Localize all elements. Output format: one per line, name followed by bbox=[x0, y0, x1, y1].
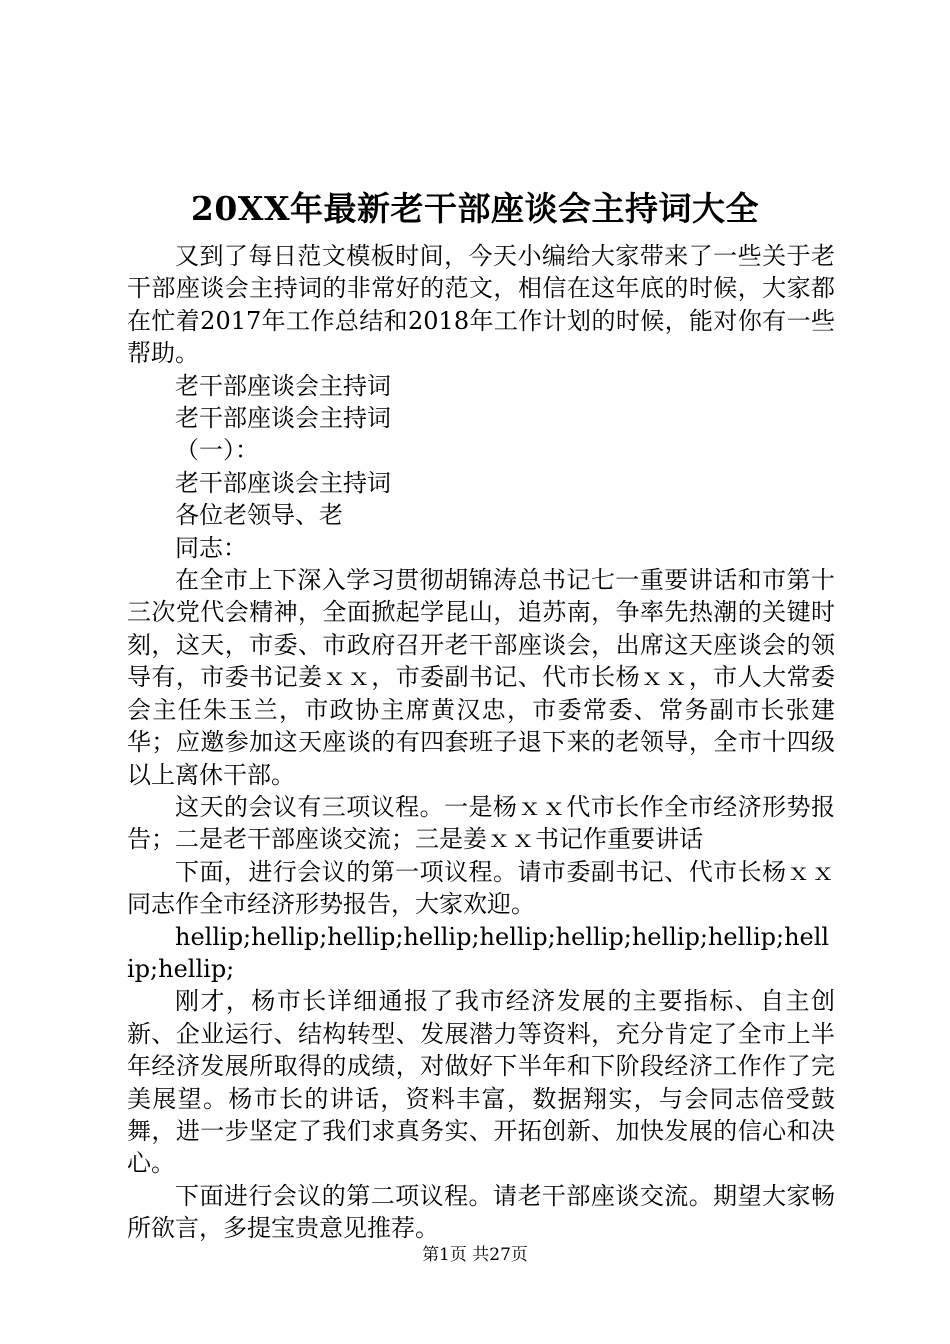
paragraph-section-number: （一）： bbox=[175, 436, 259, 465]
paragraph-salutation-2: 同志： bbox=[175, 533, 247, 562]
document-body bbox=[127, 240, 835, 1245]
page-footer: 第1页 共27页 bbox=[422, 1245, 528, 1265]
paragraph-agenda: 这天的会议有三项议程。一是杨ｘｘ代市长作全市经济形势报告；二是老干部座谈交流；三是姜ｘｘ书记作重要讲话 bbox=[127, 792, 835, 854]
paragraph-first-item: 下面，进行会议的第一项议程。请市委副书记、代市长杨ｘｘ同志作全市经济形势报告，大家欢迎。 bbox=[127, 857, 835, 919]
paragraph-salutation-1: 各位老领导、老 bbox=[175, 501, 343, 530]
paragraph-ellipsis: hellip;hellip;hellip;hellip;hellip;hellip;hellip;hellip;hellip;hellip; bbox=[127, 922, 830, 983]
paragraph-second-item: 下面进行会议的第二项议程。请老干部座谈交流。期望大家畅所欲言，多提宝贵意见推荐。 bbox=[127, 1181, 835, 1243]
paragraph-opening: 在全市上下深入学习贯彻胡锦涛总书记七一重要讲话和市第十三次党代会精神，全面掀起学昆山，追苏南，争率先热潮的关键时刻，这天，市委、市政府召开老干部座谈会，出席这天座谈会的领导有，市委书记姜ｘｘ，市委副书记、代市长杨ｘｘ，市人大常委会主任朱玉兰，市政协主席黄汉忠，市委常委、常务副市长张建华；应邀参加这天座谈的有四套班子退下来的老领导，全市十四级以上离休干部。 bbox=[127, 566, 835, 789]
paragraph-intro: 又到了每日范文模板时间，今天小编给大家带来了一些关于老干部座谈会主持词的非常好的范文，相信在这年底的时候，大家都在忙着2017年工作总结和2018年工作计划的时候，能对你有一些帮助。 bbox=[127, 242, 835, 368]
paragraph-heading-2: 老干部座谈会主持词 bbox=[175, 404, 391, 433]
paragraph-summary: 刚才，杨市长详细通报了我市经济发展的主要指标、自主创新、企业运行、结构转型、发展潜力等资料，充分肯定了全市上半年经济发展所取得的成绩，对做好下半年和下阶段经济工作作了完美展望。杨市长的讲话，资料丰富，数据翔实，与会同志倍受鼓舞，进一步坚定了我们求真务实、开拓创新、加快发展的信心和决心。 bbox=[127, 987, 835, 1178]
paragraph-heading-3: 老干部座谈会主持词 bbox=[175, 468, 391, 497]
paragraph-heading-1: 老干部座谈会主持词 bbox=[175, 371, 391, 400]
document-title: 20XX年最新老干部座谈会主持词大全 bbox=[190, 189, 760, 228]
